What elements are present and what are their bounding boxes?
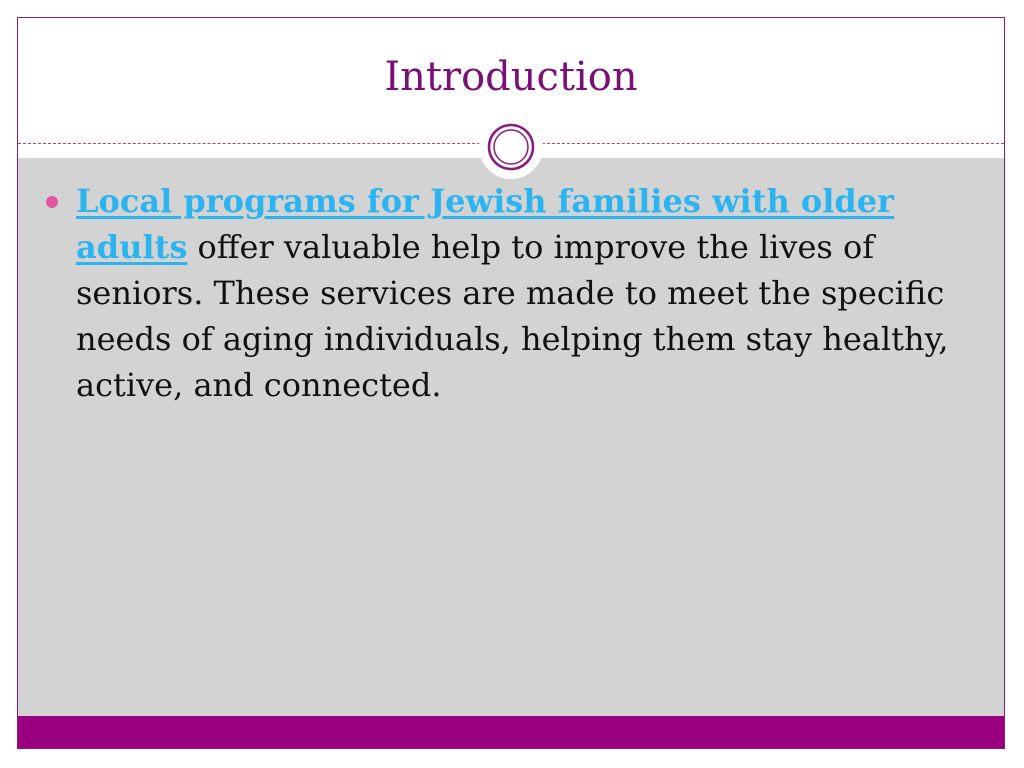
bullet-text	[76, 178, 976, 408]
programs-link[interactable]: Local programs for Jewish families with older adults	[76, 182, 894, 266]
footer-bar	[18, 716, 1004, 749]
bullet-body-text: offer valuable help to improve the lives of seniors. These services are made to meet the specific needs of aging individuals, helping them stay healthy, active, and connected.	[76, 228, 949, 404]
double-circle-ornament-icon	[487, 123, 535, 171]
bullet-item	[46, 178, 976, 408]
round-bullet-icon	[46, 196, 58, 208]
slide-title: Introduction	[384, 54, 638, 100]
slide	[17, 17, 1005, 749]
